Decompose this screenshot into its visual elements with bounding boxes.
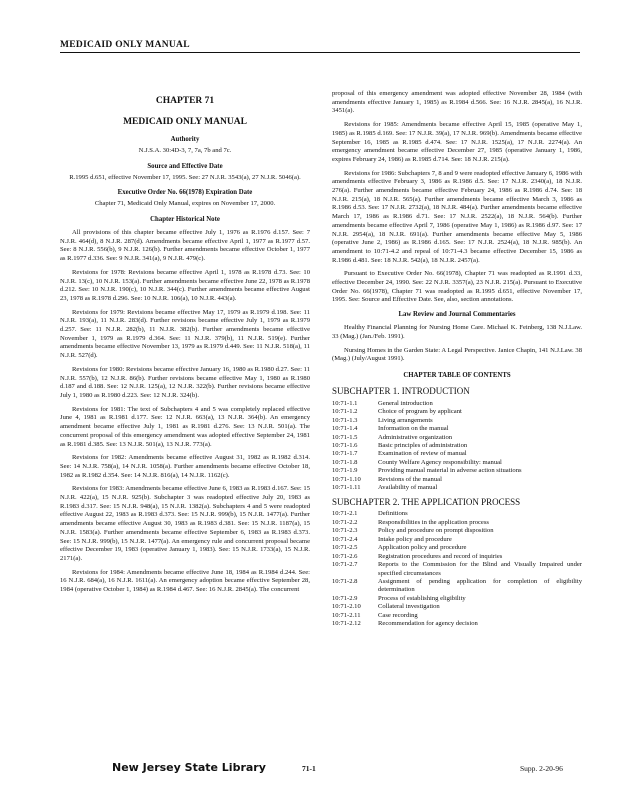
toc-row (332, 510, 582, 518)
toc-row (332, 476, 582, 484)
section-number: 10:71-2.11 (332, 611, 361, 619)
authority-text: N.J.S.A. 30:4D-3, 7, 7a, 7b and 7c. (138, 147, 232, 155)
section-title: Availability of manual (378, 484, 438, 492)
history-paragraph: Revisions for 1983: Amendments became effective June 6, 1983 as R.1983 d.167. See: 15 N.J.R. 422(a), 15 N.J.R. 925(b). Subchapter 3 was readopted effective July 20, 1983 as R.1983 d.317. See: 15 N.J.R. 948(a), 15 N.J.R. 1382(a). Subchapters 4 and 5 were readopted effective August 22, 1983 as R.1983 d.373. See: 15 N.J.R. 999(b), 15 N.J.R. 1477(a). Further amendments became effective August 30, 1983 as R.1983 d.381. See: 15 N.J.R. 1187(a), 15 N.J.R. 1583(a). Further amendments became effective September 6, 1983 as R.1983 d.373. See: 15 N.J.R. 999(b), 15 N.J.R. 1477(a). An emergency rule and concurrent proposal became effective December 19, 1983 (operative January 1, 1983). See: 15 N.J.R. 1733(a), 15 N.J.R. 2171(a). (60, 485, 310, 562)
section-title: Information on the manual (378, 425, 449, 433)
section-number: 10:71-1.6 (332, 441, 358, 449)
section-number: 10:71-1.3 (332, 416, 358, 424)
section-title: Providing manual material in adverse action situations (378, 467, 522, 475)
executive-order-heading: Executive Order No. 66(1978) Expiration Date (117, 189, 253, 197)
subchapter-1-title: SUBCHAPTER 1. INTRODUCTION (332, 385, 470, 396)
source-text: R.1995 d.651, effective November 17, 1995. See: 27 N.J.R. 3543(a), 27 N.J.R. 5046(a). (69, 173, 301, 181)
section-title: County Welfare Agency responsibility: manual (378, 458, 502, 466)
history-paragraph: Revisions for 1982: Amendments became effective August 31, 1982 as R.1982 d.314. See: 14 N.J.R. 758(a), 14 N.J.R. 1058(a). Further amendments became effective October 18, 1982 as R.1982 d.354. See: 14 N.J.R. 816(a), 14 N.J.R. 1162(c). (60, 454, 310, 479)
toc-row (332, 408, 582, 416)
toc-row (332, 527, 582, 535)
section-number: 10:71-1.4 (332, 425, 358, 433)
section-number: 10:71-2.10 (332, 603, 361, 611)
historical-note-heading: Chapter Historical Note (150, 216, 220, 224)
toc-row (332, 467, 582, 475)
section-title: Registration procedures and record of inquiries (378, 552, 503, 560)
section-title: Definitions (378, 510, 408, 518)
section-number: 10:71-2.8 (332, 577, 358, 585)
section-title: Application policy and procedure (378, 544, 467, 552)
source-heading: Source and Effective Date (147, 162, 223, 170)
section-number: 10:71-1.8 (332, 458, 358, 466)
section-number: 10:71-1.5 (332, 433, 358, 441)
section-title: Responsibilities in the application process (378, 518, 489, 526)
section-title: Process of establishing eligibility (378, 594, 466, 602)
section-title: Collateral investigation (378, 603, 440, 611)
library-stamp: New Jersey State Library (112, 761, 266, 774)
toc-row (332, 425, 582, 433)
toc-row (332, 400, 582, 408)
section-number: 10:71-2.2 (332, 518, 358, 526)
section-number: 10:71-2.6 (332, 552, 358, 560)
section-number: 10:71-1.10 (332, 475, 361, 483)
toc-row (332, 536, 582, 544)
section-number: 10:71-2.9 (332, 594, 358, 602)
section-title: Recommendation for agency decision (378, 620, 478, 628)
toc-row (332, 553, 582, 561)
supplement-date: Supp. 2-20-96 (520, 764, 563, 773)
toc-row (332, 450, 582, 458)
history-paragraph: Revisions for 1981: The text of Subchapters 4 and 5 was completely replaced effective June 4, 1981 as R.1981 d.177. See: 12 N.J.R. 663(a), 13 N.J.R. 364(b). An emergency amendment became effective July 1, 1981 as R.1981 d.276. See: 13 N.J.R. 501(a). The concurrent proposal of this emergency amendment was adopted effective September 24, 1981 as R.1981 d.385. See: 13 N.J.R. 501(a), 13 N.J.R. 773(a). (60, 405, 310, 448)
section-number: 10:71-2.1 (332, 510, 358, 518)
history-paragraph: Revisions for 1985: Amendments became effective April 15, 1985 (operative May 1, 1985) as R.1985 d.169. See: 17 N.J.R. 39(a), 17 N.J.R. 969(b). Amendments became effective September 16, 1985 as R.1985 d.474. See: 17 N.J.R. 1525(a), 17 N.J.R. 2274(a). An emergency amendment became effective December 27, 1985 (operative January 1, 1986, expires February 24, 1986) as R.1985 d.714. See: 18 N.J.R. 215(a). (332, 121, 582, 163)
history-paragraph: Revisions for 1984: Amendments became effective June 18, 1984 as R.1984 d.244. See: 16 N.J.R. 684(a), 16 N.J.R. 1611(a). An emergency adoption became effective September 28, 1984 (operative October 1, 1984) as R.1984 d.467. See: 16 N.J.R. 2845(a). The concurrent (60, 568, 310, 594)
law-review-item: Nursing Homes in the Garden State: A Legal Perspective. Janice Chapin, 141 N.J.Law. 38 (Mag.) (July/August 1991). (332, 346, 582, 363)
section-title: Reports to the Commission for the Blind and Visually Impaired under specified circumstances (378, 561, 582, 577)
law-review-heading: Law Review and Journal Commentaries (398, 311, 516, 319)
section-number: 10:71-1.7 (332, 450, 358, 458)
authority-heading: Authority (170, 136, 200, 144)
section-title: Living arrangements (378, 416, 433, 424)
section-title: Assignment of pending application for completion of eligibility determination (378, 577, 582, 594)
toc-row (332, 442, 582, 450)
chapter-title: MEDICAID ONLY MANUAL (123, 116, 247, 127)
law-review-item: Healthy Financial Planning for Nursing Home Care. Michael K. Feinberg, 138 N.J.Law. 33 (Mag.) (Jan./Feb. 1991). (332, 324, 582, 340)
history-paragraph: Pursuant to Executive Order No. 66(1978), Chapter 71 was readopted as R.1991 d.33, effective December 24, 1990. See: 22 N.J.R. 3357(a), 23 N.J.R. 215(a). Pursuant to Executive Order No. 66(1978), Chapter 71 was readopted as R.1995 d.651, effective November 17, 1995. See: Source and Effective Date. See, also, section annotations. (332, 270, 582, 304)
toc-row (332, 417, 582, 425)
history-paragraph: Revisions for 1979: Revisions became effective May 17, 1979 as R.1979 d.198. See: 11 N.J.R. 193(a), 11 N.J.R. 283(d). Further revisions became effective July 1, 1979 as R.1979 d.257. See: 11 N.J.R. 282(b), 11 N.J.R. 382(b). Further amendments became effective November 1, 1979 as R.1979 d.364. See: 11 N.J.R. 379(b), 11 N.J.R. 519(e). Further amendments became effective November 13, 1979 as R.1979 d.449. See: 11 N.J.R. 518(a), 11 N.J.R. 527(d). (60, 308, 310, 360)
section-title: Basic principles of administration (378, 441, 468, 449)
section-title: Intake policy and procedure (378, 535, 452, 543)
subchapter-1-toc (332, 400, 582, 493)
executive-order-text: Chapter 71, Medicaid Only Manual, expires on November 17, 2000. (94, 200, 276, 208)
toc-row (332, 544, 582, 552)
toc-row (332, 459, 582, 467)
section-title: Choice of program by applicant (378, 408, 462, 416)
toc-row (332, 578, 582, 595)
section-number: 10:71-1.11 (332, 484, 361, 492)
history-paragraph: Revisions for 1978: Revisions became effective April 1, 1978 as R.1978 d.73. See: 10 N.J.R. 13(c), 10 N.J.R. 153(a). Further amendments became effective June 22, 1978 as R.1978 d.212. See: 10 N.J.R. 190(c), 10 N.J.R. 344(c). Further amendments became effective August 23, 1978 as R.1978 d.296. See: 10 N.J.R. 106(a), 10 N.J.R. 443(a). (60, 268, 310, 302)
subchapter-2-toc (332, 510, 582, 628)
section-title: Administrative organization (378, 433, 453, 441)
section-title: General introduction (378, 399, 433, 407)
section-number: 10:71-1.9 (332, 467, 358, 475)
section-number: 10:71-2.7 (332, 561, 358, 569)
left-column (60, 95, 310, 600)
toc-row (332, 434, 582, 442)
toc-row (332, 603, 582, 611)
toc-row (332, 561, 582, 578)
section-number: 10:71-1.2 (332, 408, 358, 416)
section-number: 10:71-1.1 (332, 399, 358, 407)
right-column (332, 90, 582, 633)
section-number: 10:71-2.12 (332, 620, 361, 628)
history-paragraph: All provisions of this chapter became effective July 1, 1976 as R.1976 d.157. See: 7 N.J.R. 464(d), 8 N.J.R. 287(d). Amendments became effective April 1, 1977 as R.1977 d.57. See: 8 N.J.R. 556(b), 9 N.J.R. 126(b). Further amendments became effective October 1, 1977 as R.1977 d.336. See: 9 N.J.R. 341(a), 9 N.J.R. 479(c). (60, 229, 310, 263)
toc-row (332, 519, 582, 527)
toc-row (332, 484, 582, 492)
toc-row (332, 620, 582, 628)
toc-row (332, 612, 582, 620)
page-number: 71-1 (302, 764, 316, 773)
running-header: MEDICAID ONLY MANUAL (60, 40, 580, 53)
section-title: Revisions of the manual (378, 475, 442, 483)
section-number: 10:71-2.3 (332, 527, 358, 535)
section-number: 10:71-2.4 (332, 535, 358, 543)
subchapter-2-title: SUBCHAPTER 2. THE APPLICATION PROCESS (332, 496, 521, 507)
chapter-number: CHAPTER 71 (155, 96, 215, 106)
toc-heading: CHAPTER TABLE OF CONTENTS (403, 371, 511, 379)
history-paragraph: proposal of this emergency amendment was adopted effective November 28, 1984 (with amendments effective January 1, 1985) as R.1984 d.566. See: 16 N.J.R. 2845(a), 16 N.J.R. 3451(a). (332, 90, 582, 115)
history-paragraph: Revisions for 1986: Subchapters 7, 8 and 9 were readopted effective January 6, 1986 with amendments effective February 3, 1986 as R.1986 d.5. See: 17 N.J.R. 2340(a), 18 N.J.R. 276(a). Further amendments became effective February 24, 1986 as R.1986 d.74. See: 18 N.J.R. 215(a), 18 N.J.R. 565(a). Further amendments became effective March 3, 1986 as R.1986 d.53. See: 17 N.J.R. 2732(a), 18 N.J.R. 484(a). Further amendments became effective March 17, 1986 as R.1986 d.71. See: 17 N.J.R. 2522(a), 18 N.J.R. 564(b). Further amendments became effective April 7, 1986 (operative May 1, 1986) as R.1986 d.97. See: 17 N.J.R. 2954(a), 18 N.J.R. 691(a). Further amendments became effective May 5, 1986 (operative June 2, 1986) as R.1986 d.165. See: 17 N.J.R. 2524(a), 18 N.J.R. 985(b). An amendment to 10:71-4.2 and repeal of 10:71-4.3 became effective December 15, 1986 as R.1986 d.481. See: 18 N.J.R. 542(a), 18 N.J.R. 2457(a). (332, 169, 582, 264)
toc-row (332, 595, 582, 603)
section-title: Examination of review of manual (378, 450, 467, 458)
section-number: 10:71-2.5 (332, 544, 358, 552)
history-paragraph: Revisions for 1980: Revisions became effective January 16, 1980 as R.1980 d.27. See: 11 N.J.R. 557(b), 12 N.J.R. 86(b). Further revisions became effective May 1, 1980 as R.1980 d.187 and d.188. See: 12 N.J.R. 125(a), 12 N.J.R. 322(b). Further revisions became effective July 1, 1980 as R.1980 d.223. See: 12 N.J.R. 324(b). (60, 365, 310, 399)
section-title: Case recording (378, 611, 418, 619)
section-title: Policy and procedure on prompt disposition (378, 527, 494, 535)
